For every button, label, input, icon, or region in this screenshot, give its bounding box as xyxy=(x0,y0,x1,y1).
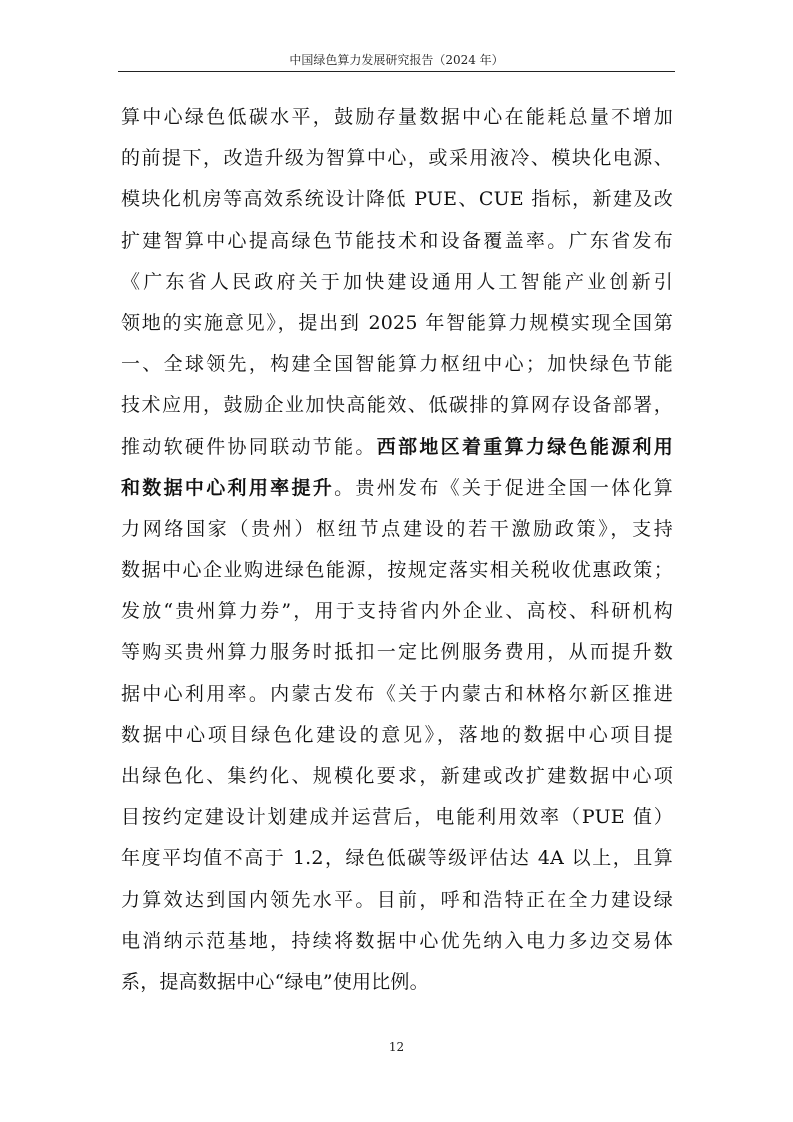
text-line: 数据中心项目绿色化建设的意见》，落地的数据中心项目提 xyxy=(121,723,673,746)
text-line: 系，提高数据中心“绿电”使用比例。 xyxy=(121,970,429,993)
text-line: 力网络国家（贵州）枢纽节点建设的若干激励政策》，支持 xyxy=(121,517,673,540)
text-line: 的前提下，改造升级为智算中心，或采用液冷、模块化电源、 xyxy=(121,147,673,170)
bold-phrase: 和数据中心利用率提升 xyxy=(121,476,335,499)
text-line: 出绿色化、集约化、规模化要求，新建或改扩建数据中心项 xyxy=(121,765,673,787)
text-line: 等购买贵州算力服务时抵扣一定比例服务费用，从而提升数 xyxy=(121,641,673,664)
text-line: 《广东省人民政府关于加快建设通用人工智能产业创新引 xyxy=(121,270,673,293)
text-line xyxy=(121,427,673,468)
header-divider xyxy=(118,71,675,72)
text-line: 目按约定建设计划建成并运营后，电能利用效率（PUE 值） xyxy=(121,806,673,829)
text-line: 技术应用，鼓励企业加快高能效、低碳排的算网存设备部署， xyxy=(121,394,673,417)
text-line: 电消纳示范基地，持续将数据中心优先纳入电力多边交易体 xyxy=(121,929,673,952)
text-line: 一、全球领先，构建全国智能算力枢纽中心；加快绿色节能 xyxy=(121,353,673,376)
running-header: 中国绿色算力发展研究报告（2024 年） xyxy=(289,53,504,67)
text-line xyxy=(121,468,673,509)
text-segment: 推动软硬件协同联动节能。 xyxy=(121,435,377,458)
text-line: 算中心绿色低碳水平，鼓励存量数据中心在能耗总量不增加 xyxy=(121,106,673,128)
text-line: 年度平均值不高于 1.2，绿色低碳等级评估达 4A 以上，且算 xyxy=(121,847,673,870)
text-line: 数据中心企业购进绿色能源，按规定落实相关税收优惠政策； xyxy=(121,559,673,582)
page-number: 12 xyxy=(388,1040,405,1054)
text-line: 发放“贵州算力券”，用于支持省内外企业、高校、科研机构 xyxy=(121,600,673,623)
bold-phrase: 西部地区着重算力绿色能源利用 xyxy=(376,435,673,458)
text-segment: 。贵州发布《关于促进全国一体化算 xyxy=(334,476,673,499)
text-line: 领地的实施意见》，提出到 2025 年智能算力规模实现全国第 xyxy=(121,311,673,334)
text-line: 力算效达到国内领先水平。目前，呼和浩特正在全力建设绿 xyxy=(121,888,673,911)
text-line: 扩建智算中心提高绿色节能技术和设备覆盖率。广东省发布 xyxy=(121,229,673,252)
text-line: 据中心利用率。内蒙古发布《关于内蒙古和林格尔新区推进 xyxy=(121,682,673,705)
body-text xyxy=(121,97,673,1003)
text-line: 模块化机房等高效系统设计降低 PUE、CUE 指标，新建及改 xyxy=(121,188,673,211)
